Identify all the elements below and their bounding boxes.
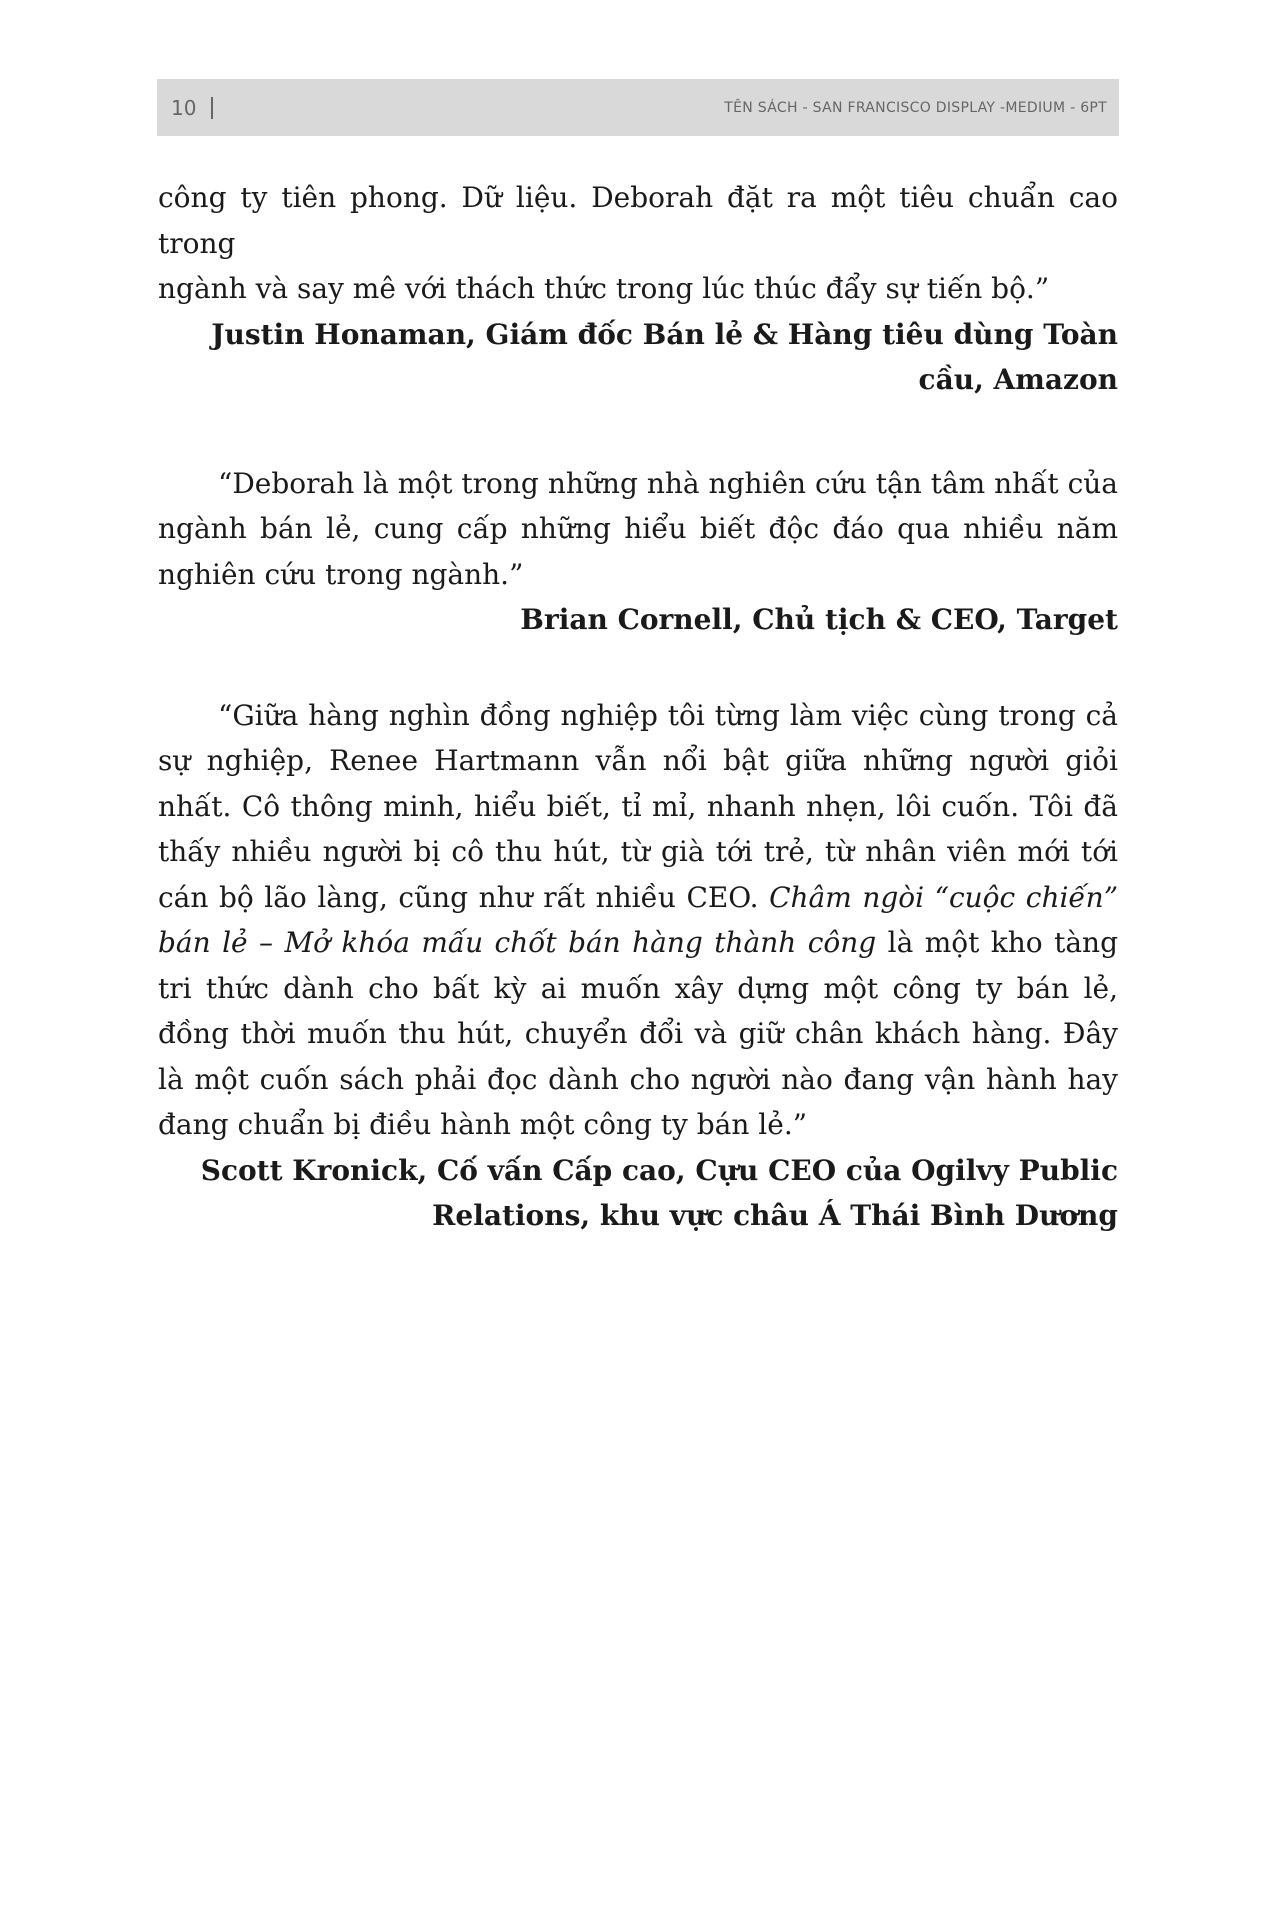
quote-attribution <box>158 312 1118 403</box>
attribution-line: Scott Kronick, Cố vấn Cấp cao, Cựu CEO của Ogilvy Public <box>200 1153 1118 1187</box>
quote-text: “Deborah là một trong những nhà nghiên cứu tận tâm nhất của ngành bán lẻ, cung cấp những hiểu biết độc đáo qua nhiều năm nghiên cứu trong ngành.” <box>158 466 1118 591</box>
book-title: Châm ngòi “cuộc chiến” bán lẻ – Mở khóa mấu chốt bán hàng thành công <box>158 880 1119 959</box>
attribution-line: Justin Honaman, Giám đốc Bán lẻ & Hàng tiêu dùng Toàn <box>211 317 1118 351</box>
quote-block-kronick <box>158 693 1118 1239</box>
quote-block-cornell <box>158 461 1118 643</box>
quote-text-part: là một kho tàng tri thức dành cho bất kỳ ai muốn xây dựng một công ty bán lẻ, đồng thời muốn thu hút, chuyển đổi và giữ chân khách hàng. Đây là một cuốn sách phải đọc dành cho người nào đang vận hành hay đang chuẩn bị điều hành một công ty bán lẻ.” <box>158 926 1118 1141</box>
running-header <box>157 79 1119 136</box>
attribution-line: Relations, khu vực châu Á Thái Bình Dương <box>432 1199 1118 1232</box>
quote-block-honaman <box>158 175 1118 403</box>
quote-text <box>158 693 1118 1148</box>
header-divider <box>211 97 213 119</box>
spacer <box>158 643 1118 693</box>
attribution-line: Brian Cornell, Chủ tịch & CEO, Target <box>520 603 1118 636</box>
quote-line: ngành và say mê với thách thức trong lúc thúc đẩy sự tiến bộ.” <box>158 272 1050 305</box>
quote-text-part: “Giữa hàng nghìn đồng nghiệp tôi từng làm việc cùng trong cả sự nghiệp, Renee Hartmann vẫn nổi bật giữa những người giỏi nhất. Cô thông minh, hiểu biết, tỉ mỉ, nhanh nhẹn, lôi cuốn. Tôi đã thấy nhiều người bị cô thu hút, từ già tới trẻ, từ nhân viên mới tới cán bộ lão làng, cũng như rất nhiều CEO. <box>158 698 1118 914</box>
page-body <box>158 175 1118 1239</box>
quote-line: công ty tiên phong. Dữ liệu. Deborah đặt ra một tiêu chuẩn cao trong <box>158 181 1118 260</box>
attribution-line: cầu, Amazon <box>918 363 1118 396</box>
quote-attribution <box>158 1148 1118 1239</box>
running-title: TÊN SÁCH - SAN FRANCISCO DISPLAY -MEDIUM - 6PT <box>724 100 1107 116</box>
page-number: 10 <box>171 96 197 120</box>
spacer <box>158 403 1118 461</box>
quote-attribution <box>158 597 1118 643</box>
quote-text <box>158 175 1118 312</box>
